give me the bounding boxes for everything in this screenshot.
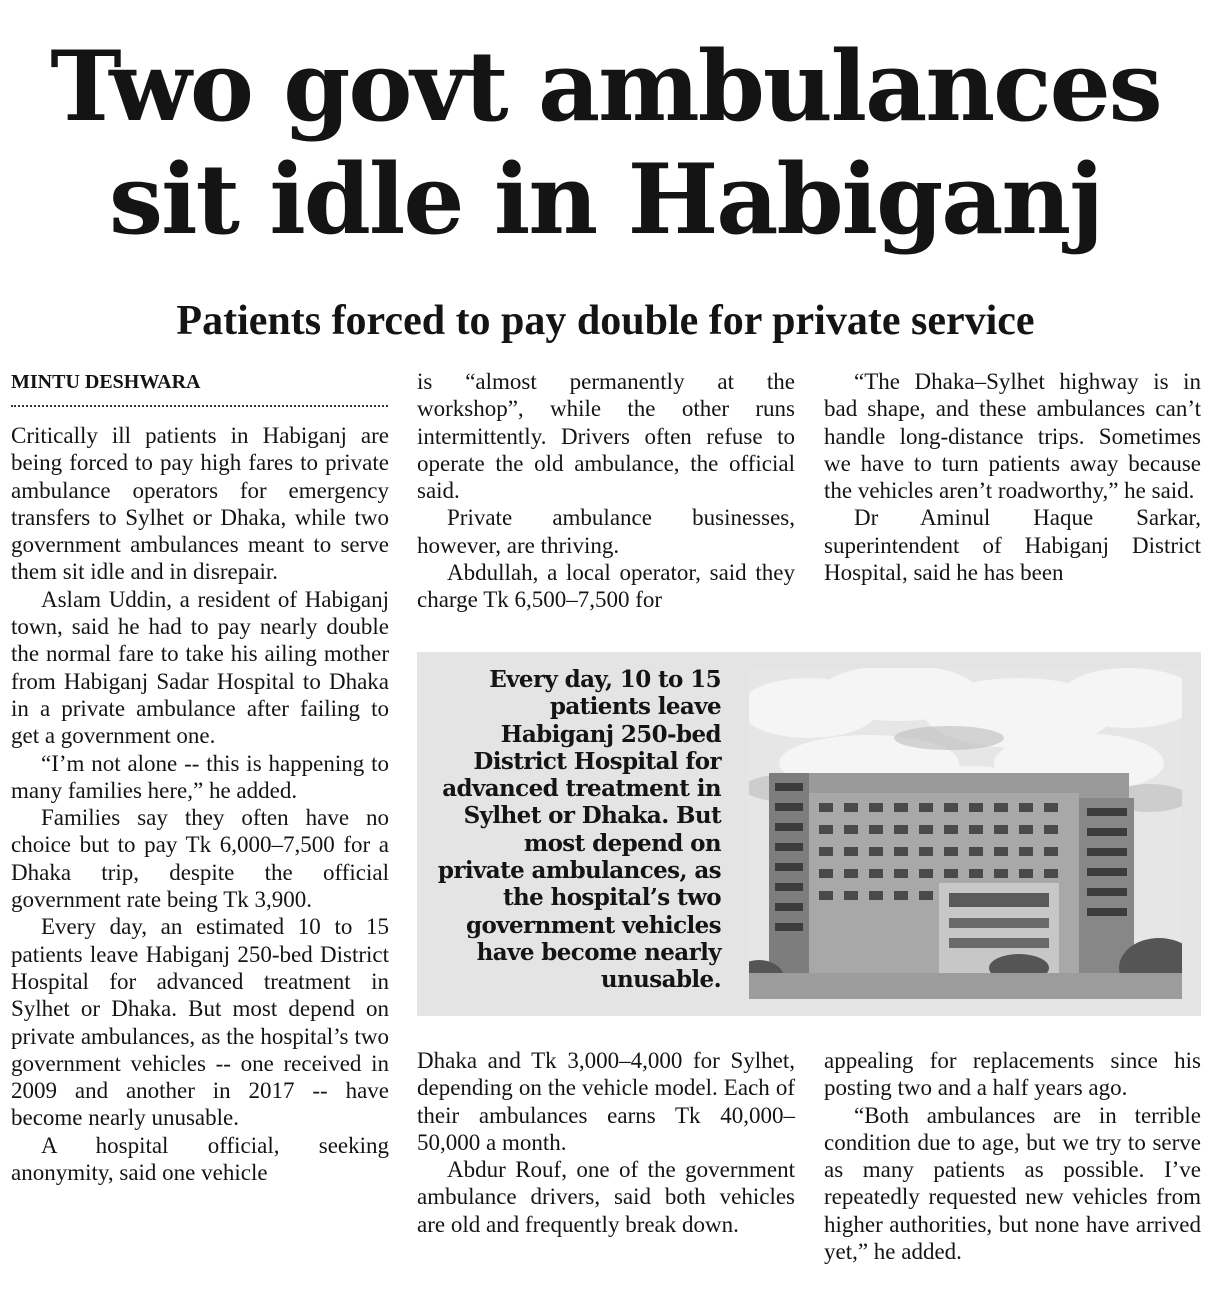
paragraph: Aslam Uddin, a resident of Habiganj town, said he had to pay nearly double the normal fare to take his ailing mother from Habiganj Sadar Hospital to Dhaka in a private ambulance after failing to get a government one. bbox=[11, 586, 389, 749]
callout-box bbox=[417, 652, 1201, 1016]
paragraph: “Both ambulances are in terrible condition due to age, but we try to serve as many patients as possible. I’ve repeatedly requested new vehicles from higher authorities, but none have arrived yet,” he added. bbox=[824, 1102, 1201, 1265]
paragraph: Dhaka and Tk 3,000–4,000 for Sylhet, depending on the vehicle model. Each of their ambulances earns Tk 40,000–50,000 a month. bbox=[417, 1048, 795, 1155]
paragraph: Families say they often have no choice but to pay Tk 6,000–7,500 for a Dhaka trip, despite the official government rate being Tk 3,900. bbox=[11, 805, 389, 913]
headline bbox=[0, 30, 1211, 256]
article-column-2-top bbox=[417, 368, 795, 614]
paragraph: Private ambulance businesses, however, are thriving. bbox=[417, 505, 795, 558]
article-column-1 bbox=[11, 422, 389, 1186]
paragraph: A hospital official, seeking anonymity, said one vehicle bbox=[11, 1132, 389, 1186]
hospital-building-photo bbox=[749, 668, 1182, 999]
headline-line-1: Two govt ambulances bbox=[50, 30, 1161, 143]
paragraph: Abdur Rouf, one of the government ambulance drivers, said both vehicles are old and frequently break down. bbox=[417, 1157, 795, 1237]
paragraph: Dr Aminul Haque Sarkar, superintendent of Habiganj District Hospital, said he has been bbox=[824, 505, 1201, 586]
paragraph: “I’m not alone -- this is happening to many families here,” he added. bbox=[11, 750, 389, 803]
headline-line-2: sit idle in Habiganj bbox=[109, 143, 1102, 256]
building bbox=[769, 773, 1134, 973]
article-column-2-bottom bbox=[417, 1047, 795, 1238]
pull-quote: Every day, 10 to 15 patients leave Habiganj 250-bed District Hospital for advanced treatment in Sylhet or Dhaka. But most depend on private ambulances, as the hospital’s two government vehicles have become nearly unusable. bbox=[437, 666, 721, 994]
subheadline: Patients forced to pay double for private service bbox=[176, 298, 1035, 344]
paragraph: appealing for replacements since his posting two and a half years ago. bbox=[824, 1048, 1201, 1101]
paragraph: Abdullah, a local operator, said they charge Tk 6,500–7,500 for bbox=[417, 560, 795, 613]
paragraph: is “almost permanently at the workshop”, while the other runs intermittently. Drivers often refuse to operate the old ambulance, the official said. bbox=[417, 369, 795, 504]
paragraph: Critically ill patients in Habiganj are being forced to pay high fares to private ambulance operators for emergency transfers to Sylhet or Dhaka, while two government ambulances meant to serve them sit idle and in disrepair. bbox=[11, 423, 389, 585]
paragraph: “The Dhaka–Sylhet highway is in bad shape, and these ambulances can’t handle long-distance trips. Sometimes we have to turn patients away because the vehicles aren’t roadworthy,” he said. bbox=[824, 369, 1201, 504]
byline: MINTU DESHWARA bbox=[11, 369, 388, 407]
article-column-3-top bbox=[824, 368, 1201, 586]
article-column-3-bottom bbox=[824, 1047, 1201, 1265]
paragraph: Every day, an estimated 10 to 15 patients leave Habiganj 250-bed District Hospital for advanced treatment in Sylhet or Dhaka. But most depend on private ambulances, as the hospital’s two government vehicles -- one received in 2009 and another in 2017 -- have become nearly unusable. bbox=[11, 914, 389, 1131]
